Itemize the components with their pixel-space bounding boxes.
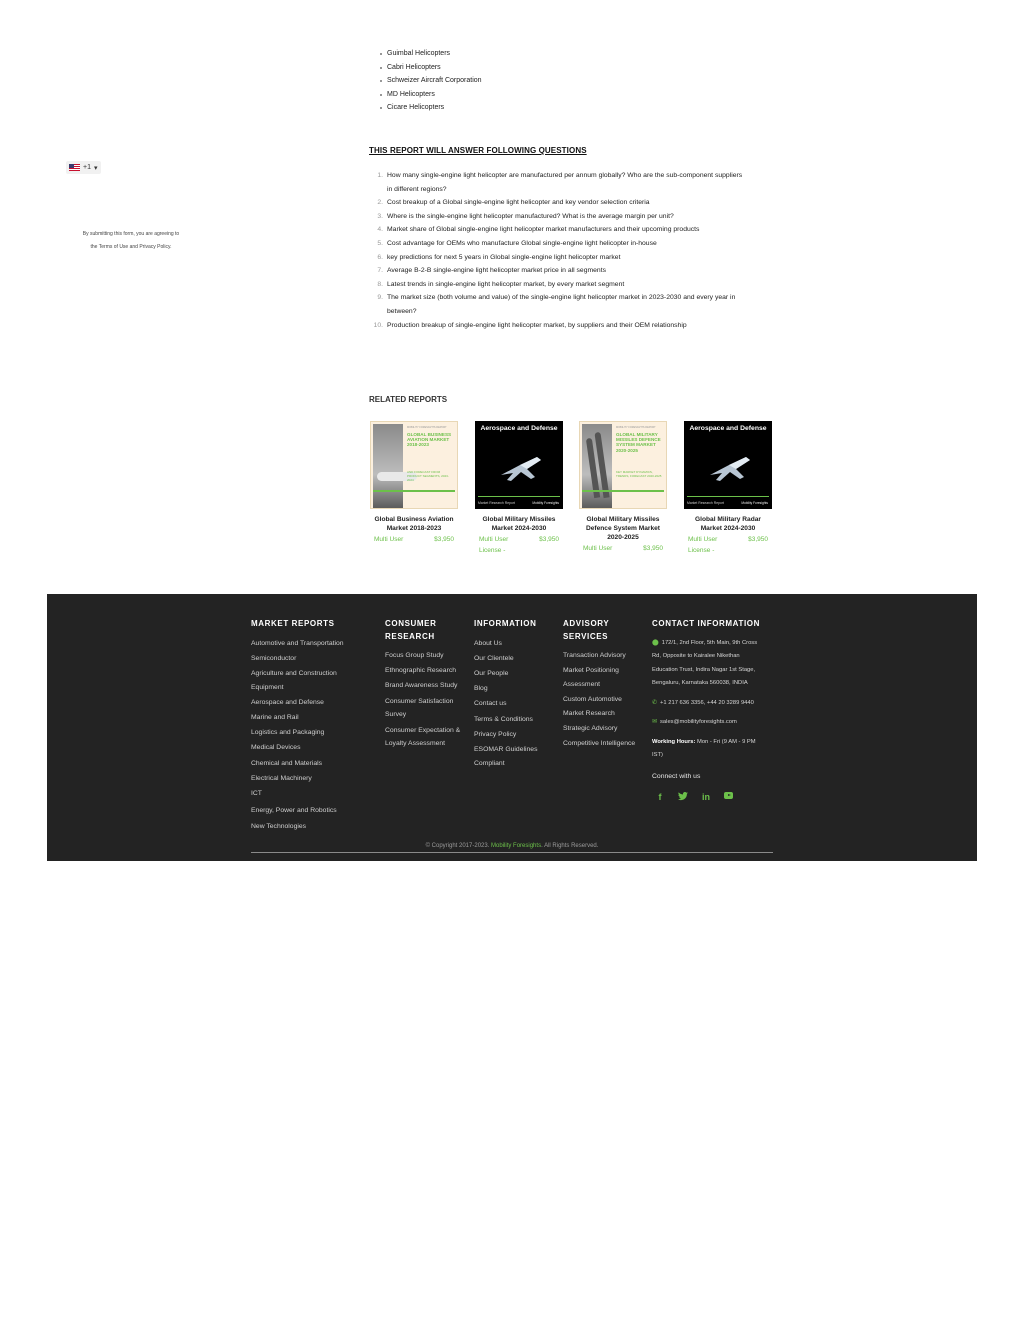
footer-link[interactable]: Chemical and Materials: [251, 759, 323, 767]
footer-link[interactable]: Consumer Satisfaction Survey: [385, 697, 454, 719]
question-item: 2. Cost breakup of a Global single-engine light helicopter and key vendor selection criteria: [377, 199, 650, 207]
related-report-card[interactable]: [579, 421, 667, 552]
questions-heading: THIS REPORT WILL ANSWER FOLLOWING QUESTIONS: [369, 146, 587, 155]
report-title-link[interactable]: Global Military Radar Market 2024-2030: [695, 516, 761, 532]
phone-icon: ✆: [652, 699, 658, 706]
footer-link[interactable]: Our Clientele: [474, 654, 514, 662]
footer-link[interactable]: New Technologies: [251, 823, 307, 831]
license-type: Multi User: [374, 536, 404, 543]
consent-line-2: the Terms of Use and Privacy Policy.: [90, 244, 172, 250]
chevron-down-icon: ▾: [93, 164, 98, 172]
footer-link[interactable]: Logistics and Packaging: [251, 729, 325, 737]
footer-link[interactable]: Focus Group Study: [385, 652, 444, 659]
footer-consumer-research: [385, 618, 463, 752]
aircraft-photo: [373, 424, 403, 508]
location-pin-icon: ⬤: [652, 639, 659, 646]
report-thumbnail[interactable]: MOBILITY FORESIGHTS REPORT GLOBAL MILITARY MISSILES DEFENCE SYSTEM MARKET 2020-2025 KEY MARKET DYNAMICS, TRENDS, FORECAST 2020-2025: [579, 421, 667, 509]
footer-link[interactable]: Electrical Machinery: [251, 774, 312, 782]
footer-divider: [251, 852, 773, 853]
report-title-link[interactable]: Global Military Missiles Defence System Market 2020-2025: [585, 516, 661, 541]
footer-advisory-services: [563, 618, 637, 752]
email[interactable]: ✉ sales@mobilityforesights.com: [652, 719, 737, 725]
linkedin-icon[interactable]: in: [702, 791, 710, 802]
related-report-card[interactable]: [475, 421, 563, 554]
copyright: © Copyright 2017-2023. Mobility Foresights. All Rights Reserved.: [425, 843, 599, 849]
question-item: 5. Cost advantage for OEMs who manufacture Global single-engine light helicopter in-house: [377, 239, 657, 247]
questions-list: [372, 169, 772, 332]
consent-note: [66, 228, 196, 254]
consent-line-1: By submitting this form, you are agreeing to: [82, 231, 180, 237]
question-item: 10. Production breakup of single-engine light helicopter market, by suppliers and their OEM relationship: [373, 321, 687, 329]
footer-link[interactable]: Medical Devices: [251, 744, 301, 752]
report-thumbnail[interactable]: MOBILITY FORESIGHTS REPORT GLOBAL BUSINESS AVIATION MARKET 2018-2023 AND FORECAST FROM PRODUCT SEGMENTS, 2023-2024: [370, 421, 458, 509]
footer-heading: CONTACT INFORMATION: [652, 619, 760, 628]
twitter-icon[interactable]: [678, 792, 688, 802]
footer-link[interactable]: ICT: [251, 790, 262, 798]
footer-link[interactable]: Market Positioning Assessment: [563, 667, 619, 688]
footer-heading: MARKET REPORTS: [251, 619, 335, 628]
brand-link[interactable]: Mobility Foresights: [491, 843, 542, 849]
question-item: 4. Market share of Global single-engine light helicopter market manufacturers and their upcoming products: [377, 226, 700, 234]
fighter-jet-icon: [706, 451, 752, 483]
list-item: Cabri Helicopters: [380, 61, 482, 75]
report-title-link[interactable]: Global Military Missiles Market 2024-2030: [482, 516, 556, 532]
related-reports-heading: RELATED REPORTS: [369, 395, 448, 404]
phone[interactable]: ✆ +1 217 636 3356, +44 20 3289 9440: [652, 699, 754, 706]
question-item: 8. Latest trends in single-engine light helicopter market, by every market segment: [377, 280, 625, 288]
license-type: Multi User: [583, 545, 613, 552]
footer-link[interactable]: Energy, Power and Robotics: [251, 806, 337, 814]
footer-link[interactable]: ESOMAR Guidelines Compliant: [474, 745, 538, 767]
footer-link[interactable]: Terms & Conditions: [474, 715, 533, 723]
price: $3,950: [643, 545, 663, 552]
license-label: License -: [479, 547, 506, 554]
footer-link[interactable]: Brand Awareness Study: [385, 682, 458, 690]
list-item: Cicare Helicopters: [380, 101, 482, 115]
footer-link[interactable]: Strategic Advisory: [563, 725, 618, 733]
facebook-icon[interactable]: f: [658, 791, 662, 802]
footer-link[interactable]: Agriculture and Construction Equipment: [251, 669, 337, 691]
license-type: Multi User: [479, 536, 509, 543]
footer-heading: ADVISORY SERVICES: [563, 619, 610, 641]
mail-icon: ✉: [652, 719, 658, 725]
footer-link[interactable]: Transaction Advisory: [563, 652, 626, 659]
us-flag-icon: [69, 164, 80, 171]
report-thumbnail[interactable]: Aerospace and Defense Market Research Report Mobility Foresights: [684, 421, 772, 509]
footer-link[interactable]: Automotive and Transportation: [251, 639, 344, 647]
footer-link[interactable]: Contact us: [474, 700, 507, 708]
footer-heading: CONSUMER RESEARCH: [385, 619, 437, 641]
question-item: in different regions?: [387, 185, 447, 193]
fighter-jet-icon: [497, 451, 543, 483]
license-type: Multi User: [688, 536, 718, 543]
question-item: 6. key predictions for next 5 years in Global single-engine light helicopter market: [377, 253, 621, 261]
footer-link[interactable]: About Us: [474, 639, 502, 647]
address: ⬤ 172/1, 2nd Floor, 5th Main, 9th Cross Rd, Opposite to Kairalee Nikethan Education Trust, Indira Nagar 1st Stage, Bengaluru, Karnataka 560038, INDIA: [652, 639, 758, 686]
footer-link[interactable]: Custom Automotive Market Research: [563, 696, 622, 717]
price: $3,950: [539, 536, 559, 543]
related-report-card[interactable]: [684, 421, 772, 554]
footer-information: [474, 618, 550, 772]
site-footer: [47, 594, 977, 861]
report-thumbnail[interactable]: Aerospace and Defense Market Research Report Mobility Foresights: [475, 421, 563, 509]
connect-label: Connect with us: [652, 772, 701, 780]
question-item: 7. Average B-2-B single-engine light helicopter market price in all segments: [377, 267, 606, 275]
list-item: Guimbal Helicopters: [380, 47, 482, 61]
related-report-card[interactable]: [370, 421, 458, 543]
country-code: +1: [83, 164, 91, 171]
footer-link[interactable]: Ethnographic Research: [385, 667, 457, 675]
question-item: 1. How many single-engine light helicopter are manufactured per annum globally? Who are the sub-component suppliers: [377, 172, 743, 179]
footer-link[interactable]: Our People: [474, 669, 509, 677]
list-item: Schweizer Aircraft Corporation: [380, 74, 482, 88]
question-item: 3. Where is the single-engine light helicopter manufactured? What is the average margin per unit?: [377, 212, 674, 220]
footer-contact: [652, 618, 777, 802]
footer-market-reports: [251, 618, 371, 836]
working-hours: Working Hours: Mon - Fri (9 AM - 9 PM IST): [652, 738, 756, 758]
question-item: 9. The market size (both volume and value) of the single-engine light helicopter market in 2023-2030 and every year in: [377, 294, 736, 302]
footer-heading: INFORMATION: [474, 619, 537, 628]
country-code-selector[interactable]: [66, 161, 101, 174]
footer-link[interactable]: Competitive Intelligence: [563, 740, 636, 748]
list-item: MD Helicopters: [380, 88, 482, 102]
report-title-link[interactable]: Global Business Aviation Market 2018-2023: [374, 516, 454, 532]
footer-link[interactable]: Blog: [474, 685, 488, 693]
footer-link[interactable]: Consumer Expectation & Loyalty Assessment: [385, 726, 461, 748]
youtube-icon[interactable]: [724, 792, 733, 799]
footer-link[interactable]: Semiconductor: [251, 654, 297, 662]
social-links: [652, 792, 777, 802]
company-list: [380, 47, 482, 115]
license-label: License -: [688, 547, 715, 554]
footer-link[interactable]: Privacy Policy: [474, 730, 517, 738]
price: $3,950: [434, 536, 454, 543]
question-item: between?: [387, 307, 417, 315]
footer-link[interactable]: Marine and Rail: [251, 714, 299, 722]
price: $3,950: [748, 536, 768, 543]
footer-link[interactable]: Aerospace and Defense: [251, 698, 324, 706]
